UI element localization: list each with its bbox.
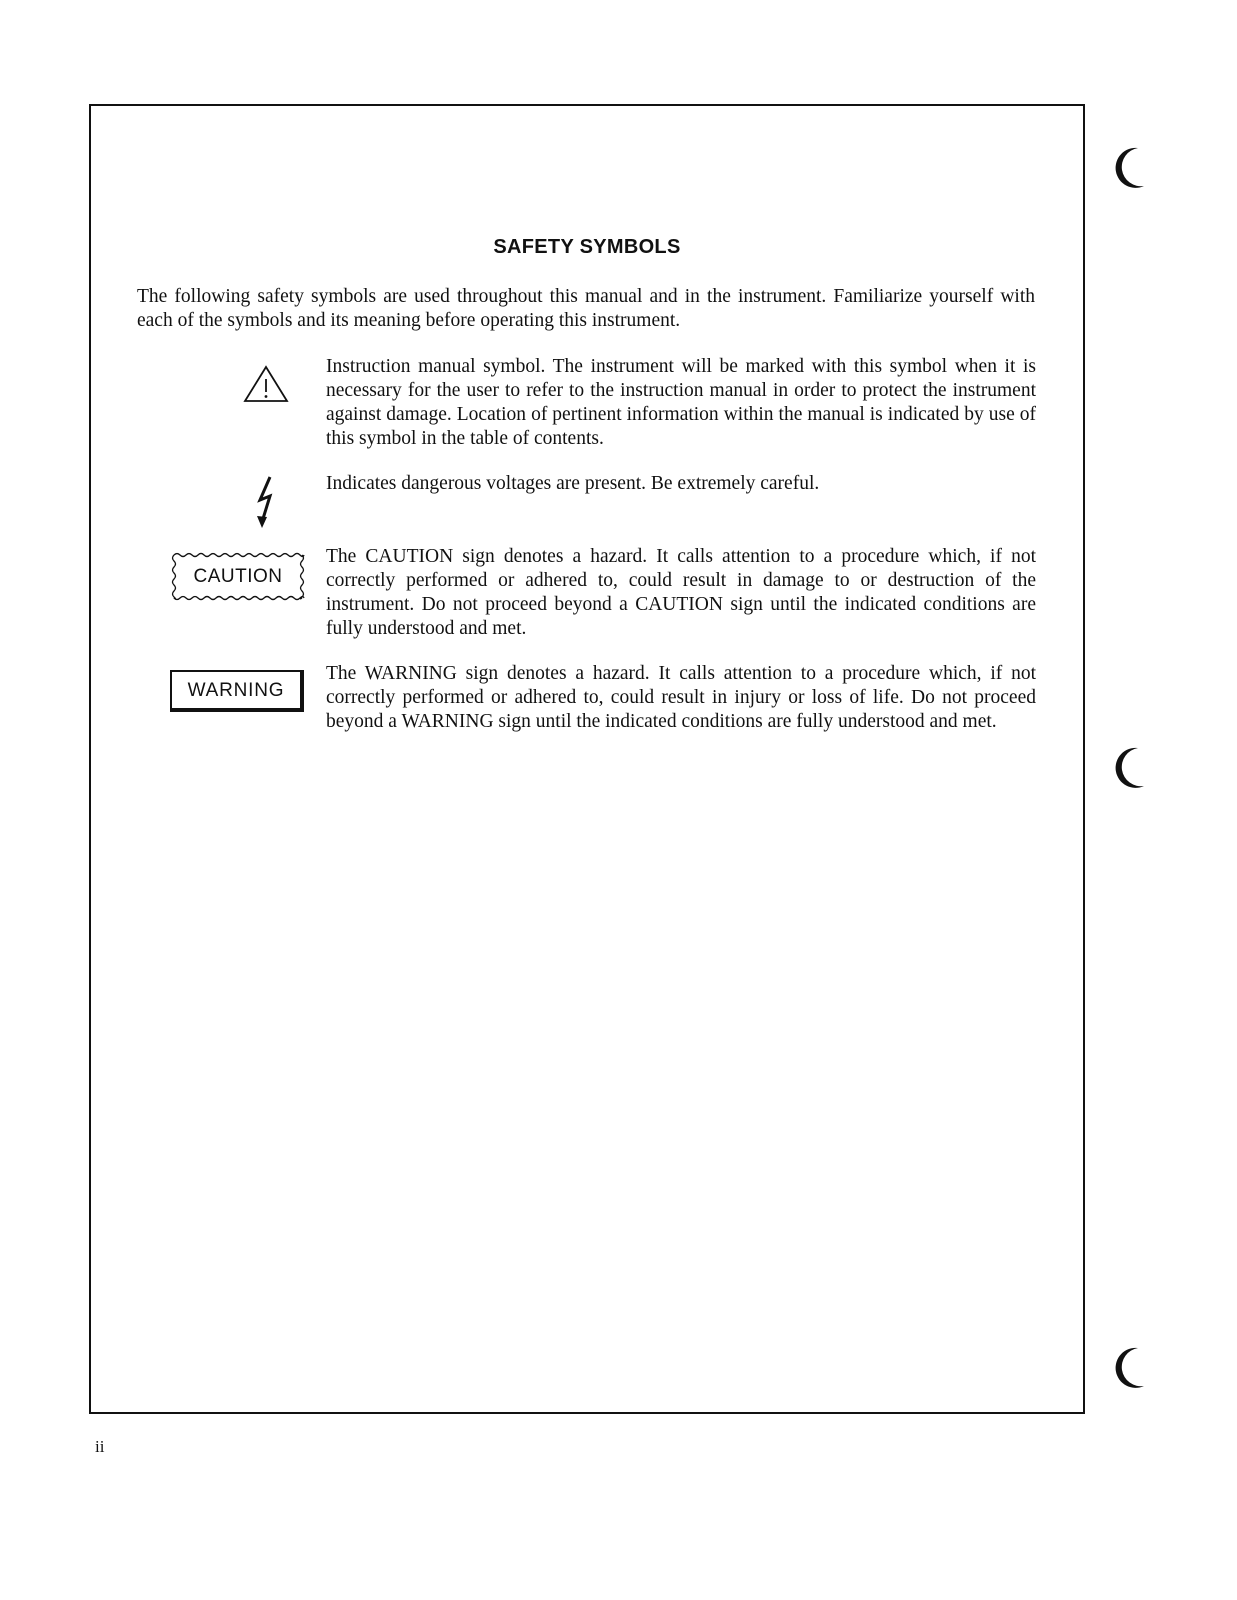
dangerous-voltage-text: Indicates dangerous voltages are present. Be extremely careful. (326, 473, 820, 494)
binder-hole-mark-bottom (1110, 1344, 1152, 1392)
binder-hole-mark-middle (1110, 744, 1152, 792)
page-title: SAFETY SYMBOLS (493, 236, 681, 258)
triangle-exclamation-icon (242, 364, 290, 404)
caution-description-text: The CAUTION sign denotes a hazard. It calls attention to a procedure which, if not correctly performed or adhered to, could result in damage to or destruction of the instrument. Do not proceed beyond a CAUTION sign until the indicated conditions are fully understood and met. (326, 546, 1036, 639)
page-number: ii (95, 1437, 105, 1456)
warning-description-text: The WARNING sign denotes a hazard. It calls attention to a procedure which, if not correctly performed or adhered to, could result in injury or loss of life. Do not proceed beyond a WARNING sign until the indicated conditions are fully understood and met. (326, 663, 1036, 732)
binder-hole-mark-top (1110, 144, 1152, 192)
intro-paragraph: The following safety symbols are used throughout this manual and in the instrument. Familiarize yourself with each of the symbols and its meaning before operating this instrument. (137, 286, 1035, 331)
caution-sign: CAUTION (193, 566, 283, 587)
lightning-bolt-icon (252, 474, 282, 530)
warning-sign: WARNING (170, 670, 304, 712)
instruction-manual-symbol-text: Instruction manual symbol. The instrument will be marked with this symbol when it is necessary for the user to refer to the instruction manual in order to protect the instrument against damage. Location of pertinent information within the manual is indicated by use of this symbol in the table of contents. (326, 356, 1036, 449)
